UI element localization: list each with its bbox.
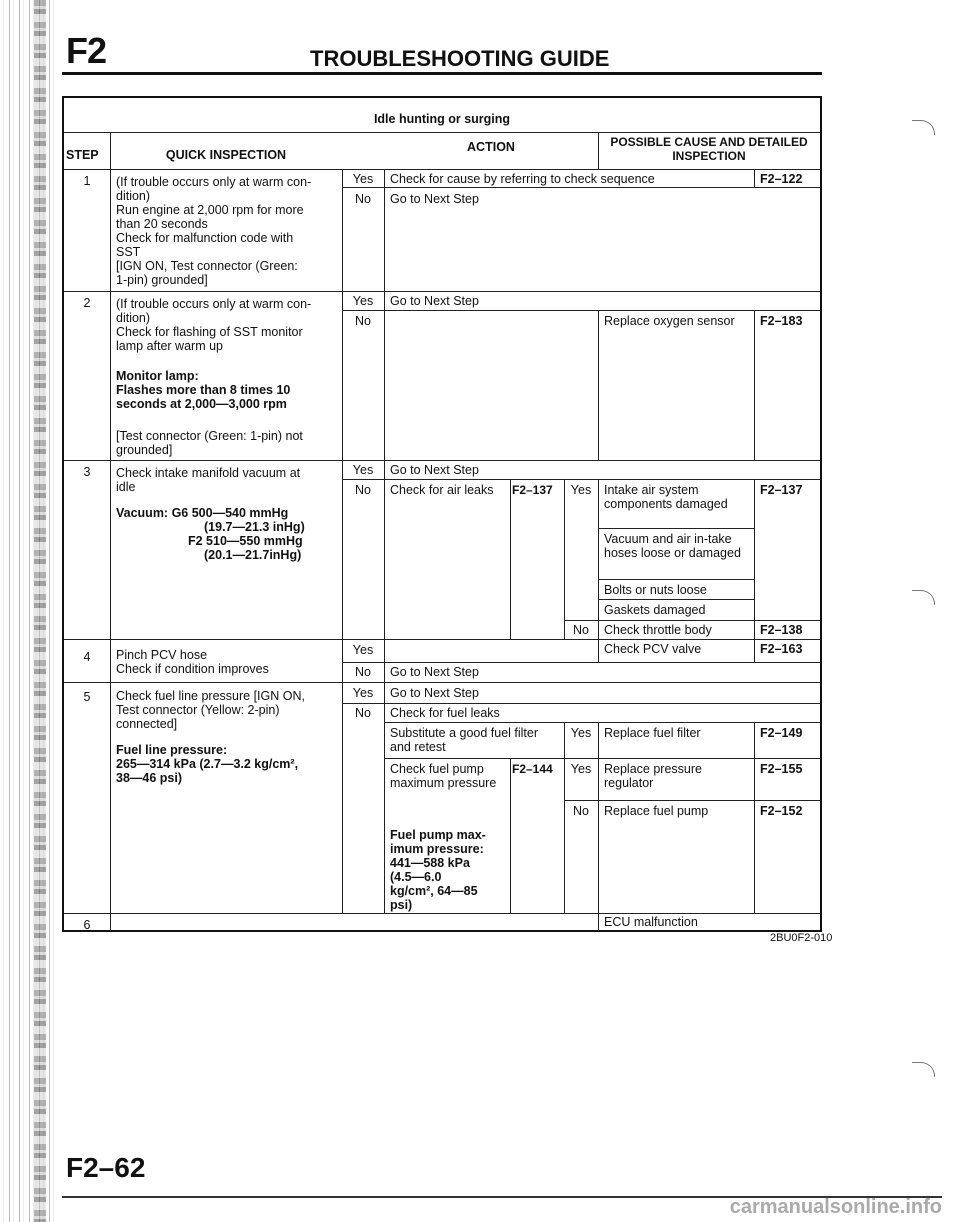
note-line: grounded] [116, 443, 173, 457]
spec-line: 265—314 kPa (2.7—3.2 kg/cm², [116, 757, 299, 771]
section-code: F2 [66, 30, 107, 71]
cause-text: Replace fuel pump [604, 804, 709, 818]
inspection-line: (If trouble occurs only at warm con- [116, 175, 312, 189]
action-text: Go to Next Step [390, 686, 479, 700]
inspection-line: dition) [116, 189, 151, 203]
page-ref: F2–152 [760, 804, 803, 818]
inspection-line: Check fuel line pressure [IGN ON, [116, 689, 305, 703]
inspection-line: idle [116, 480, 136, 494]
action-text: Go to Next Step [390, 192, 479, 206]
inspection-line: [IGN ON, Test connector (Green: [116, 259, 298, 273]
action-text: Go to Next Step [390, 294, 479, 308]
action-text: Go to Next Step [390, 665, 479, 679]
cause-text: Replace pressure regulator [604, 762, 702, 790]
answer-no: No [573, 804, 589, 818]
page-ref: F2–183 [760, 314, 803, 328]
spec-line: (19.7—21.3 inHg) [204, 520, 305, 534]
answer-yes: Yes [570, 726, 592, 740]
table-title: Idle hunting or surging [373, 112, 511, 126]
spec-line: Vacuum: G6 500—540 mmHg [116, 506, 289, 520]
answer-no: No [355, 314, 371, 328]
col-header-quick: QUICK INSPECTION [165, 148, 287, 162]
inspection-line: connected] [116, 717, 178, 731]
figure-code: 2BU0F2-010 [770, 932, 833, 944]
spec-line: (20.1—21.7inHg) [204, 548, 302, 562]
inspection-line: lamp after warm up [116, 339, 223, 353]
answer-yes: Yes [352, 686, 374, 700]
spec-line: Fuel line pressure: [116, 743, 228, 757]
inspection-line: than 20 seconds [116, 217, 208, 231]
inspection-line: Pinch PCV hose [116, 648, 208, 662]
answer-yes: Yes [352, 463, 374, 477]
spec-line: 38—46 psi) [116, 771, 183, 785]
answer-yes: Yes [570, 762, 592, 776]
spec-line: kg/cm², 64—85 [390, 884, 478, 898]
action-text: Check for fuel leaks [390, 706, 500, 720]
cause-text: Gaskets damaged [604, 603, 706, 617]
answer-no: No [355, 192, 371, 206]
page-number: F2–62 [66, 1152, 146, 1183]
page-ref: F2–149 [760, 726, 803, 740]
inspection-line: Run engine at 2,000 rpm for more [116, 203, 304, 217]
binding-shadow [34, 0, 46, 1222]
inspection-line: 1-pin) grounded] [116, 273, 208, 287]
margin-mark [912, 1062, 935, 1077]
answer-no: No [355, 706, 371, 720]
answer-no: No [355, 665, 371, 679]
col-header-cause: POSSIBLE CAUSE AND DETAILED INSPECTION [610, 135, 808, 163]
inspection-line: Check intake manifold vacuum at [116, 466, 301, 480]
cause-text: Check throttle body [604, 623, 712, 637]
spec-line: Monitor lamp: [116, 369, 199, 383]
step-number: 3 [83, 465, 91, 479]
step-number: 2 [83, 296, 91, 310]
cause-text: Check PCV valve [604, 642, 702, 656]
col-header-action: ACTION [467, 140, 515, 154]
spec-line: psi) [390, 898, 413, 912]
step-number: 5 [83, 690, 91, 704]
inspection-line: SST [116, 245, 141, 259]
answer-yes: Yes [570, 483, 592, 497]
answer-yes: Yes [352, 643, 374, 657]
action-text: Check for air leaks [390, 483, 494, 497]
answer-yes: Yes [352, 294, 374, 308]
action-text: Substitute a good fuel filter and retest [390, 726, 539, 754]
inspection-line: Check for malfunction code with [116, 231, 294, 245]
page-ref: F2–122 [760, 172, 803, 186]
page-ref: F2–155 [760, 762, 803, 776]
page-ref: F2–144 [512, 762, 553, 776]
cause-text: Replace oxygen sensor [604, 314, 735, 328]
note-line: [Test connector (Green: 1-pin) not [116, 429, 303, 443]
spec-line: seconds at 2,000—3,000 rpm [116, 397, 287, 411]
spec-line: imum pressure: [390, 842, 484, 856]
inspection-line: dition) [116, 311, 151, 325]
page-ref: F2–137 [760, 483, 803, 497]
inspection-line: Check if condition improves [116, 662, 269, 676]
header-rule [62, 72, 822, 75]
step-number: 1 [83, 174, 91, 188]
step-number: 6 [83, 918, 91, 932]
spec-line: F2 510—550 mmHg [188, 534, 303, 548]
answer-yes: Yes [352, 172, 374, 186]
inspection-line: Test connector (Yellow: 2-pin) [116, 703, 280, 717]
spec-line: 441—588 kPa [390, 856, 470, 870]
action-text: Check fuel pump maximum pressure [390, 762, 497, 790]
cause-text: ECU malfunction [604, 915, 698, 929]
troubleshooting-table [62, 96, 822, 932]
cause-text: Intake air system components damaged [604, 483, 728, 511]
spec-line: Flashes more than 8 times 10 [116, 383, 291, 397]
col-header-step: STEP [66, 148, 99, 162]
watermark: carmanualsonline.info [729, 1196, 942, 1218]
page-ref: F2–137 [512, 483, 553, 497]
page-ref: F2–163 [760, 642, 803, 656]
step-number: 4 [83, 650, 91, 664]
answer-no: No [573, 623, 589, 637]
action-text: Go to Next Step [390, 463, 479, 477]
page-title: TROUBLESHOOTING GUIDE [310, 46, 610, 71]
answer-no: No [355, 483, 371, 497]
cause-text: Vacuum and air in-take hoses loose or damaged [604, 532, 741, 560]
margin-mark [912, 590, 935, 605]
margin-mark [912, 120, 935, 135]
cause-text: Bolts or nuts loose [604, 583, 707, 597]
inspection-line: Check for flashing of SST monitor [116, 325, 303, 339]
page-ref: F2–138 [760, 623, 803, 637]
spec-line: Fuel pump max- [390, 828, 486, 842]
spec-line: (4.5—6.0 [390, 870, 442, 884]
inspection-line: (If trouble occurs only at warm con- [116, 297, 312, 311]
cause-text: Replace fuel filter [604, 726, 701, 740]
action-text: Check for cause by referring to check sequence [390, 172, 655, 186]
binding-edge [0, 0, 58, 1222]
